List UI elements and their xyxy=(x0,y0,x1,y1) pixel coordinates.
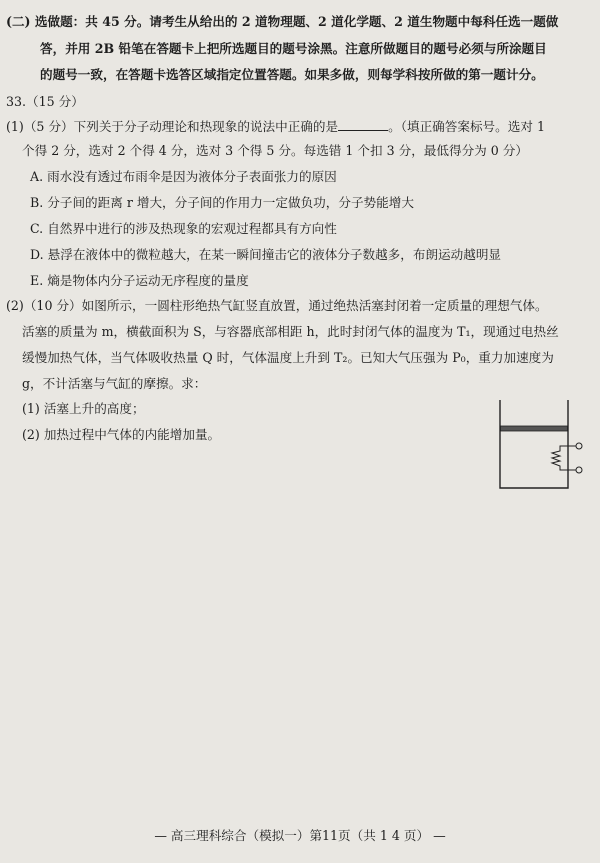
part1-stem-text-2: 。（填正确答案标号。选对 1 xyxy=(388,119,545,134)
piston xyxy=(501,426,568,431)
part2-line4: g，不计活塞与气缸的摩擦。求： xyxy=(22,376,207,391)
option-e: E. 熵是物体内分子运动无序程度的量度 xyxy=(30,273,249,288)
section-instructions-line3: 的题号一致，在答题卡选答区域指定位置答题。如果多做，则每学科按所做的第一题计分。 xyxy=(40,67,544,82)
part2-line3: 缓慢加热气体，当气体吸收热量 Q 时，气体温度上升到 T₂。已知大气压强为 P₀，重力加速度为 xyxy=(22,350,554,365)
section-instructions-line2: 答，并用 2B 铅笔在答题卡上把所选题目的题号涂黑。注意所做题目的题号必须与所涂题目 xyxy=(40,41,547,56)
question-number: 33.（15 分） xyxy=(6,94,84,109)
terminal-bottom xyxy=(576,467,582,473)
option-b: B. 分子间的距离 r 增大，分子间的作用力一定做负功，分子势能增大 xyxy=(30,195,414,210)
part2-line2: 活塞的质量为 m，横截面积为 S，与容器底部相距 h，此时封闭气体的温度为 T₁，现通过电热丝 xyxy=(22,324,559,339)
answer-blank xyxy=(338,119,388,131)
option-c: C. 自然界中进行的涉及热现象的宏观过程都具有方向性 xyxy=(30,221,337,236)
heater-coil xyxy=(552,446,568,470)
part2-sub2: (2) 加热过程中气体的内能增加量。 xyxy=(22,427,221,442)
part2-line1: (2)（10 分）如图所示，一圆柱形绝热气缸竖直放置，通过绝热活塞封闭着一定质量的理想气体。 xyxy=(6,298,548,313)
part1-stem-text: (1)（5 分）下列关于分子动理论和热现象的说法中正确的是 xyxy=(6,119,339,134)
option-a: A. 雨水没有透过布雨伞是因为液体分子表面张力的原因 xyxy=(30,169,337,184)
cylinder-wall xyxy=(500,400,568,488)
terminal-top xyxy=(576,443,582,449)
part1-stem-line2: 个得 2 分，选对 2 个得 4 分，选对 3 个得 5 分。每选错 1 个扣 3 分，最低得分为 0 分） xyxy=(22,143,528,158)
part1-stem-line1 xyxy=(6,119,545,134)
section-instructions-line1: (二) 选做题：共 45 分。请考生从给出的 2 道物理题、2 道化学题、2 道生物题中每科任选一题做 xyxy=(6,14,559,29)
page-footer: — 高三理科综合（模拟一）第11页（共 1 4 页） — xyxy=(154,828,446,843)
option-d: D. 悬浮在液体中的微粒越大，在某一瞬间撞击它的液体分子数越多，布朗运动越明显 xyxy=(30,247,502,262)
cylinder-figure xyxy=(490,398,590,508)
part2-sub1: (1) 活塞上升的高度； xyxy=(22,401,145,416)
